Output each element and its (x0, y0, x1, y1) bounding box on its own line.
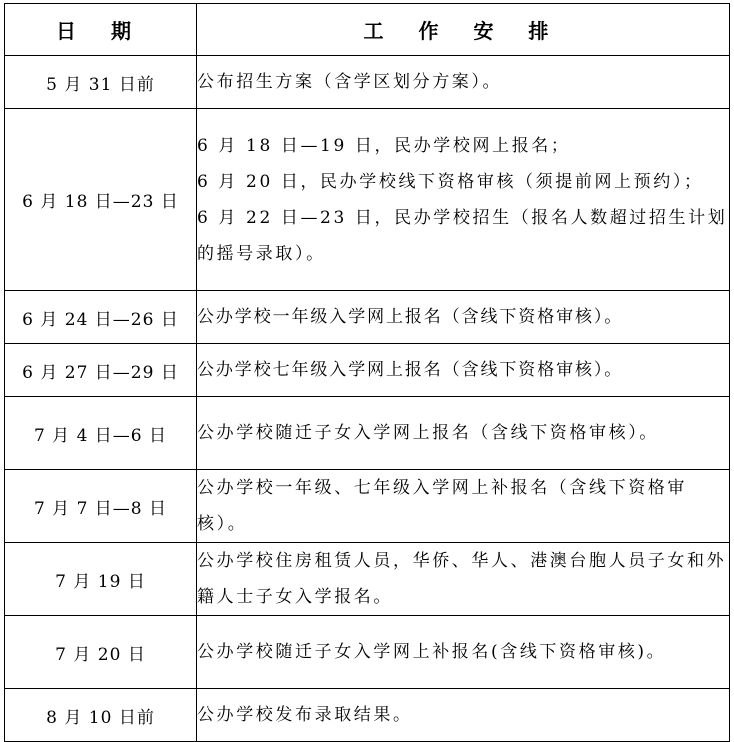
row-work (197, 689, 730, 742)
work-line: 公办学校随迁子女入学网上报名（含线下资格审核）。 (197, 423, 659, 443)
header-date: 日 期 (5, 4, 197, 56)
work-line: 公办学校住房租赁人员，华侨、华人、港澳台胞人员子女和外籍人士子女入学报名。 (197, 551, 727, 607)
work-line: 公办学校一年级入学网上报名（含线下资格审核）。 (197, 307, 624, 327)
work-line: 6 月 22 日—23 日，民办学校招生（报名人数超过招生计划的摇号录取）。 (197, 207, 728, 264)
header-work: 工 作 安 排 (197, 4, 730, 56)
table-row (5, 470, 730, 543)
row-date: 7 月 4 日—6 日 (5, 397, 197, 470)
row-date: 8 月 10 日前 (5, 689, 197, 742)
work-line: 公办学校七年级入学网上报名（含线下资格审核）。 (197, 360, 624, 380)
table-header-row (5, 4, 730, 56)
row-work (197, 109, 730, 291)
row-work (197, 291, 730, 344)
table-row (5, 56, 730, 109)
work-line: 公办学校发布录取结果。 (197, 705, 413, 725)
row-work (197, 616, 730, 689)
row-date: 7 月 20 日 (5, 616, 197, 689)
row-date: 5 月 31 日前 (5, 56, 197, 109)
row-date: 6 月 24 日—26 日 (5, 291, 197, 344)
table-row (5, 543, 730, 616)
row-work (197, 543, 730, 616)
work-line: 公办学校随迁子女入学网上补报名(含线下资格审核)。 (197, 642, 667, 662)
row-work (197, 470, 730, 543)
work-line: 公办学校一年级、七年级入学网上补报名（含线下资格审核）。 (197, 478, 687, 534)
table-row (5, 616, 730, 689)
work-line: 公布招生方案（含学区划分方案）。 (197, 72, 503, 92)
table-row (5, 689, 730, 742)
row-work (197, 56, 730, 109)
work-line: 6 月 20 日，民办学校线下资格审核（须提前网上预约）； (197, 171, 704, 192)
row-work (197, 344, 730, 397)
table-row (5, 344, 730, 397)
row-work (197, 397, 730, 470)
row-date: 7 月 7 日—8 日 (5, 470, 197, 543)
work-line: 6 月 18 日—19 日，民办学校网上报名； (197, 135, 571, 156)
row-date: 6 月 27 日—29 日 (5, 344, 197, 397)
enrollment-schedule-table (4, 3, 730, 742)
row-date: 7 月 19 日 (5, 543, 197, 616)
table-row (5, 109, 730, 291)
row-date: 6 月 18 日—23 日 (5, 109, 197, 291)
table-row (5, 291, 730, 344)
table-row (5, 397, 730, 470)
